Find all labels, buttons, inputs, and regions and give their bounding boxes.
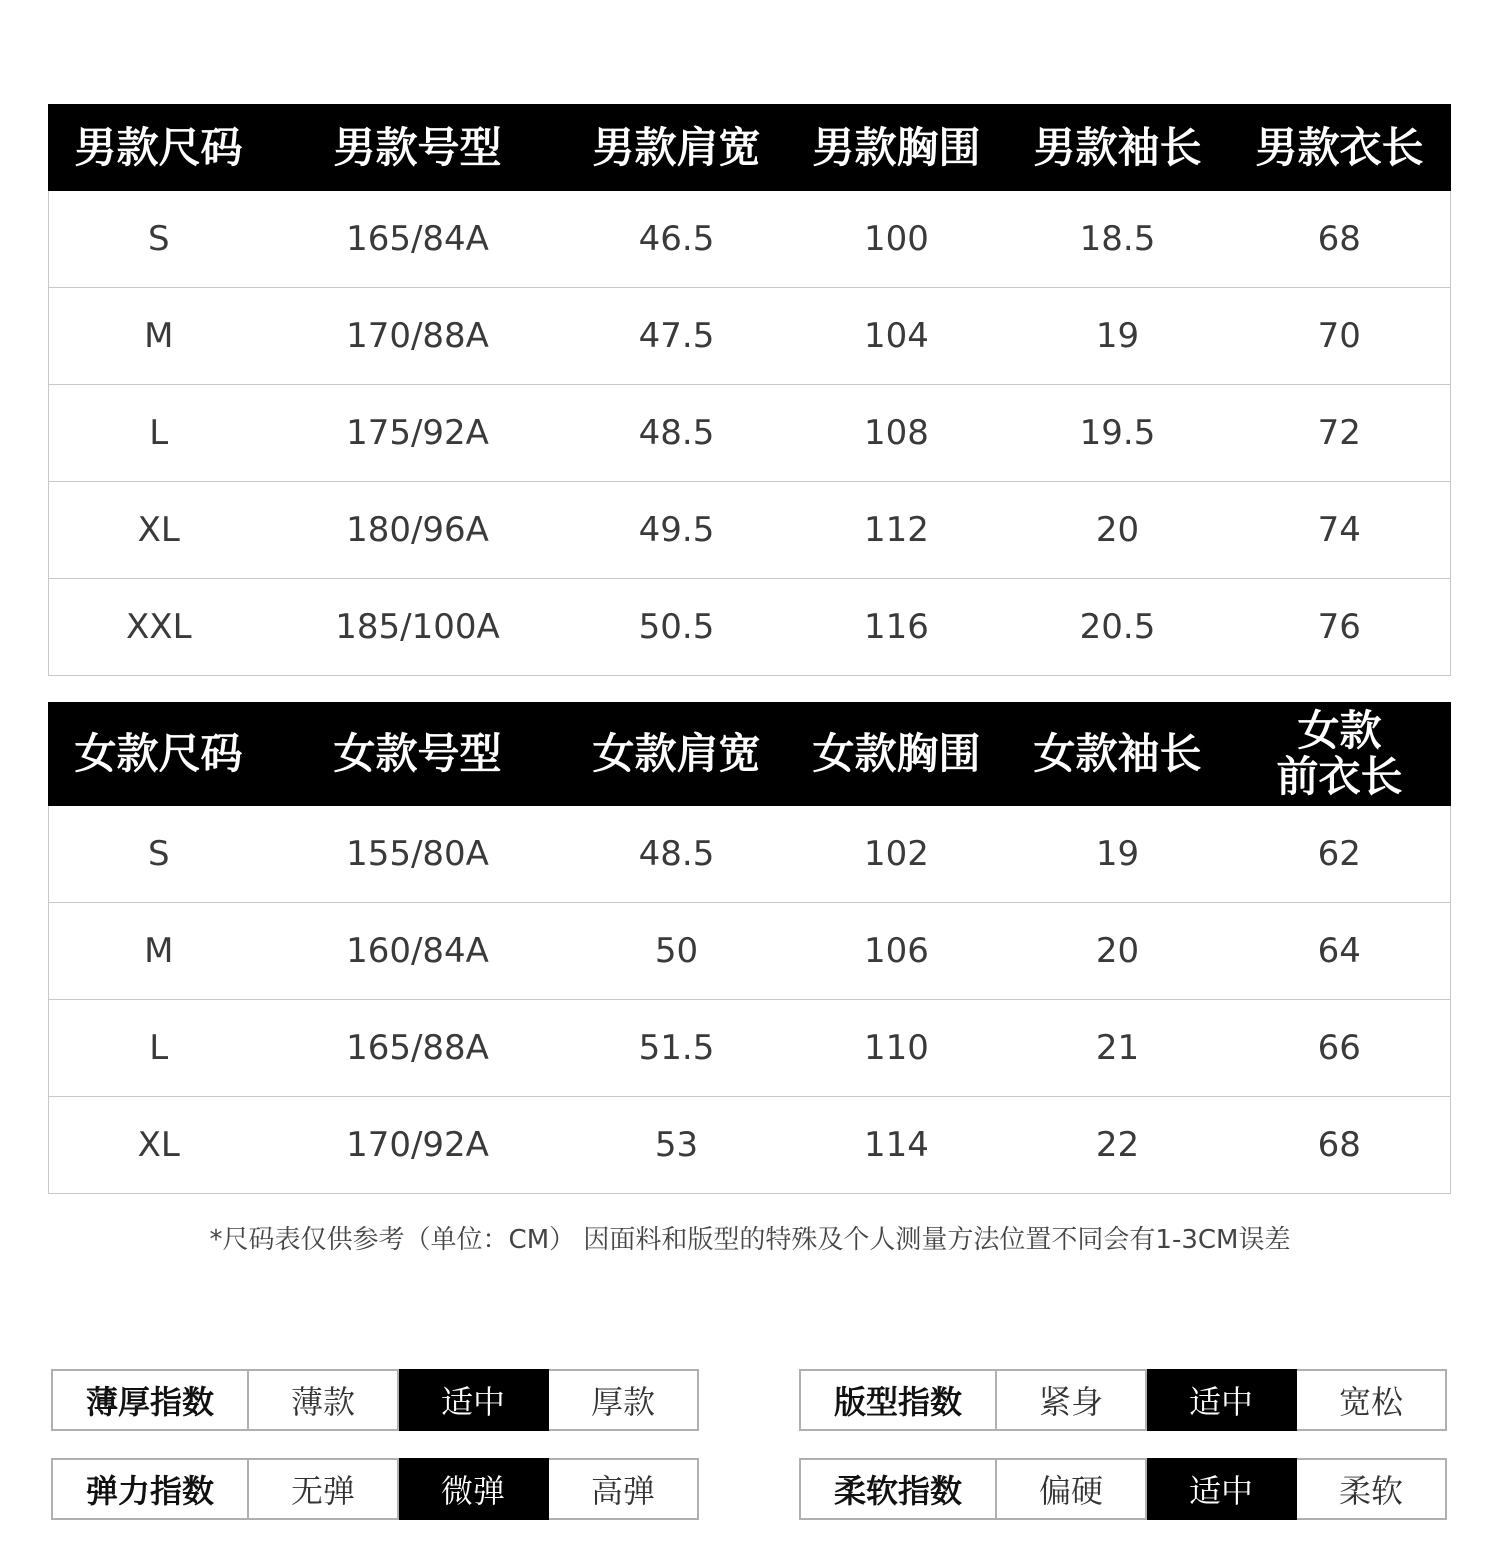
table-row: [49, 385, 1451, 482]
table-cell: 72: [1229, 385, 1451, 482]
table-cell: S: [49, 191, 269, 288]
table-row: [49, 806, 1451, 903]
table-cell: 64: [1229, 903, 1451, 1000]
table-cell: 21: [1007, 1000, 1229, 1097]
softness-option-firm: 偏硬: [996, 1459, 1146, 1519]
table-cell: L: [49, 1000, 269, 1097]
table-cell: 102: [787, 806, 1007, 903]
table-cell: 100: [787, 191, 1007, 288]
table-cell: 47.5: [567, 288, 787, 385]
table-cell: 104: [787, 288, 1007, 385]
table-cell: 155/80A: [269, 806, 567, 903]
elasticity-option-slight: 微弹: [398, 1459, 548, 1519]
softness-option-soft: 柔软: [1296, 1459, 1446, 1519]
table-cell: 165/84A: [269, 191, 567, 288]
thickness-option-medium: 适中: [398, 1370, 548, 1430]
women-size-table: [48, 702, 1451, 1194]
table-cell: M: [49, 903, 269, 1000]
women-header-sleeve: 女款袖长: [1007, 703, 1229, 806]
table-cell: 185/100A: [269, 579, 567, 676]
table-cell: 114: [787, 1097, 1007, 1194]
table-cell: 49.5: [567, 482, 787, 579]
men-size-table: [48, 104, 1451, 676]
table-row: [49, 1097, 1451, 1194]
elasticity-option-none: 无弹: [248, 1459, 398, 1519]
table-cell: 74: [1229, 482, 1451, 579]
table-cell: 112: [787, 482, 1007, 579]
table-cell: S: [49, 806, 269, 903]
size-disclaimer-note: *尺码表仅供参考（单位：CM） 因面料和版型的特殊及个人测量方法位置不同会有1-3CM误差: [209, 1225, 1291, 1255]
table-cell: 165/88A: [269, 1000, 567, 1097]
fit-index: [799, 1369, 1447, 1431]
table-row: [49, 579, 1451, 676]
softness-index-label: 柔软指数: [800, 1459, 996, 1519]
table-cell: 19.5: [1007, 385, 1229, 482]
table-cell: 22: [1007, 1097, 1229, 1194]
softness-index: [799, 1458, 1447, 1520]
table-cell: 19: [1007, 288, 1229, 385]
women-header-front-length-line2: 前衣长: [1276, 752, 1403, 801]
women-header-size: 女款尺码: [49, 703, 269, 806]
table-cell: 116: [787, 579, 1007, 676]
table-cell: 170/88A: [269, 288, 567, 385]
table-cell: 76: [1229, 579, 1451, 676]
table-cell: 20: [1007, 482, 1229, 579]
table-row: [49, 191, 1451, 288]
table-cell: 106: [787, 903, 1007, 1000]
elasticity-option-high: 高弹: [548, 1459, 698, 1519]
softness-option-medium: 适中: [1146, 1459, 1296, 1519]
table-cell: 20: [1007, 903, 1229, 1000]
table-cell: 50: [567, 903, 787, 1000]
table-cell: 51.5: [567, 1000, 787, 1097]
table-cell: 19: [1007, 806, 1229, 903]
thickness-option-thick: 厚款: [548, 1370, 698, 1430]
men-header-chest: 男款胸围: [787, 105, 1007, 191]
thickness-index: [51, 1369, 699, 1431]
table-cell: 68: [1229, 1097, 1451, 1194]
table-cell: 62: [1229, 806, 1451, 903]
table-cell: L: [49, 385, 269, 482]
table-cell: XXL: [49, 579, 269, 676]
table-cell: XL: [49, 482, 269, 579]
table-row: [49, 903, 1451, 1000]
women-header-shoulder: 女款肩宽: [567, 703, 787, 806]
table-row: [49, 482, 1451, 579]
table-cell: 108: [787, 385, 1007, 482]
fit-option-loose: 宽松: [1296, 1370, 1446, 1430]
men-header-length: 男款衣长: [1229, 105, 1451, 191]
elasticity-index-label: 弹力指数: [52, 1459, 248, 1519]
table-row: [49, 288, 1451, 385]
women-table-header: [49, 703, 1451, 806]
thickness-option-thin: 薄款: [248, 1370, 398, 1430]
table-cell: 50.5: [567, 579, 787, 676]
table-cell: 160/84A: [269, 903, 567, 1000]
table-cell: 175/92A: [269, 385, 567, 482]
fit-option-tight: 紧身: [996, 1370, 1146, 1430]
table-cell: 110: [787, 1000, 1007, 1097]
table-cell: 170/92A: [269, 1097, 567, 1194]
women-header-front-length: [1229, 703, 1451, 806]
table-row: [49, 1000, 1451, 1097]
table-cell: 66: [1229, 1000, 1451, 1097]
table-cell: 70: [1229, 288, 1451, 385]
women-header-front-length-line1: 女款: [1297, 706, 1382, 755]
men-header-type: 男款号型: [269, 105, 567, 191]
table-cell: 48.5: [567, 806, 787, 903]
table-cell: 68: [1229, 191, 1451, 288]
fit-option-medium: 适中: [1146, 1370, 1296, 1430]
table-cell: 180/96A: [269, 482, 567, 579]
table-cell: M: [49, 288, 269, 385]
table-cell: XL: [49, 1097, 269, 1194]
men-header-shoulder: 男款肩宽: [567, 105, 787, 191]
thickness-index-label: 薄厚指数: [52, 1370, 248, 1430]
table-cell: 46.5: [567, 191, 787, 288]
table-cell: 48.5: [567, 385, 787, 482]
table-cell: 18.5: [1007, 191, 1229, 288]
fit-index-label: 版型指数: [800, 1370, 996, 1430]
elasticity-index: [51, 1458, 699, 1520]
men-header-sleeve: 男款袖长: [1007, 105, 1229, 191]
men-table-header: [49, 105, 1451, 191]
table-cell: 53: [567, 1097, 787, 1194]
women-header-chest: 女款胸围: [787, 703, 1007, 806]
women-header-type: 女款号型: [269, 703, 567, 806]
men-header-size: 男款尺码: [49, 105, 269, 191]
table-cell: 20.5: [1007, 579, 1229, 676]
